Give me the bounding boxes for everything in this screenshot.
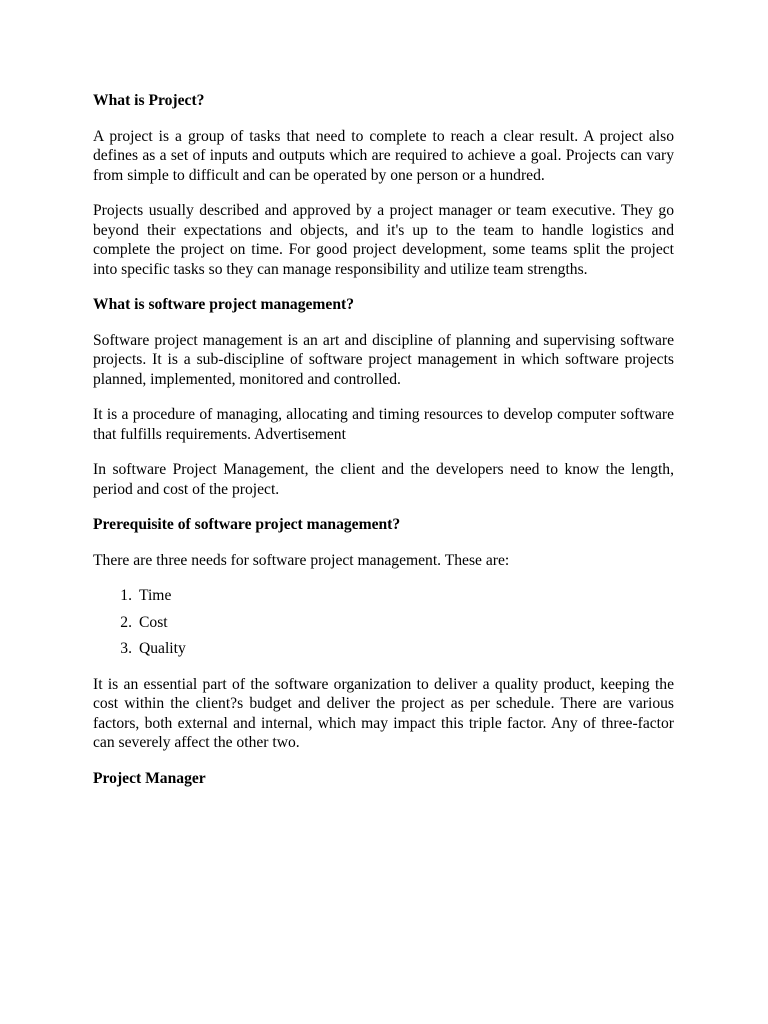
list-item [93,586,674,606]
paragraph-spm-procedure: It is a procedure of managing, allocating and timing resources to develop computer software that fulfills requirements. Advertisement [93,406,674,443]
list-item-label: Cost [139,613,168,631]
heading-project-manager: Project Manager [93,769,206,787]
paragraph-project-definition: A project is a group of tasks that need to complete to reach a clear result. A project also defines as a set of inputs and outputs which are required to achieve a goal. Projects can vary from simple to difficult and can be operated by one person or a hundred. [93,127,674,184]
list-item-number: 1. [120,587,132,604]
list-item-label: Time [139,587,172,604]
needs-list [93,586,674,659]
heading-what-is-project: What is Project? [93,92,205,109]
list-item [93,639,674,659]
list-item [93,613,674,633]
paragraph-quality-product: It is an essential part of the software organization to deliver a quality product, keeping the cost within the client?s budget and deliver the project as per schedule. There are various factors, both external and internal, which may impact this triple factor. Any of three-factor can severely affect the other two. [93,675,674,751]
list-item-label: Quality [139,640,186,657]
document-page [93,91,674,804]
paragraph-three-needs: There are three needs for software project management. These are: [93,551,510,569]
heading-prerequisite: Prerequisite of software project management? [93,516,401,533]
paragraph-spm-client: In software Project Management, the client and the developers need to know the length, period and cost of the project. [93,461,674,498]
paragraph-spm-definition: Software project management is an art and discipline of planning and supervising software projects. It is a sub-discipline of software project management in which software projects planned, implemented, monitored and controlled. [93,331,674,388]
list-item-number: 2. [120,613,132,631]
list-item-number: 3. [120,640,132,657]
heading-software-project-management: What is software project management? [93,296,355,313]
paragraph-project-approval: Projects usually described and approved by a project manager or team executive. They go beyond their expectations and objects, and it's up to the team to handle logistics and complete the project on time. For good project development, some teams split the project into specific tasks so they can manage responsibility and utilize team strengths. [93,202,674,278]
